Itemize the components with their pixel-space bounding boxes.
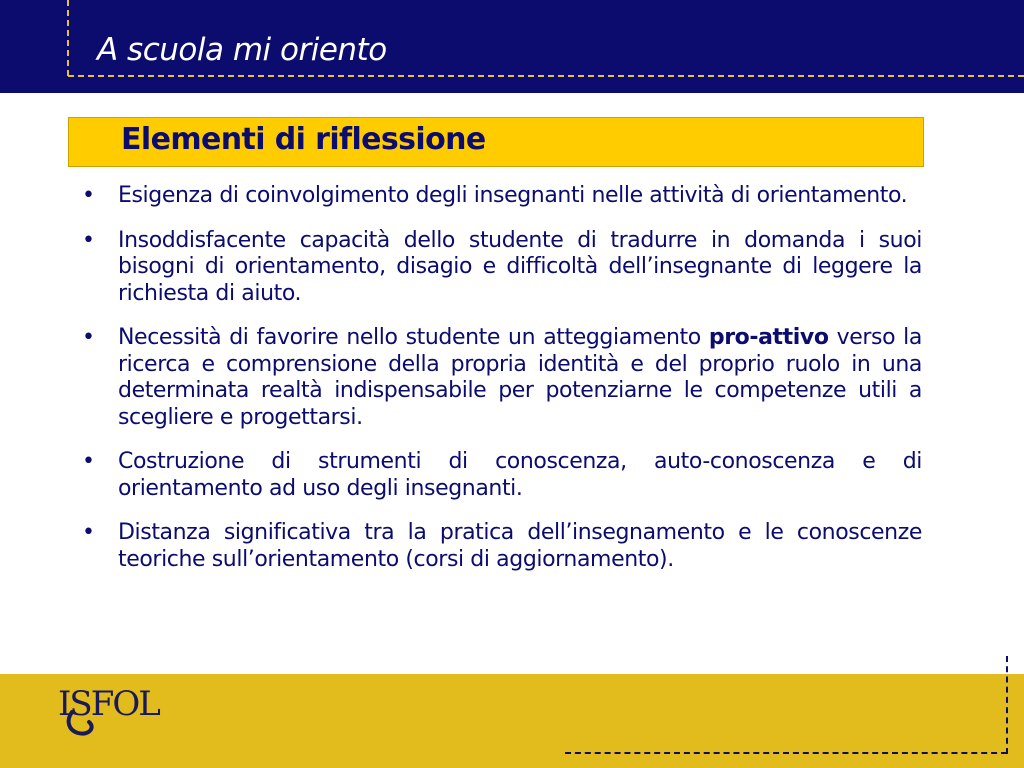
- bullet-text-lead: Necessità di favorire nello studente un atteggiamento: [118, 325, 709, 350]
- bullet-marker: •: [82, 227, 95, 253]
- footer-horizontal-dashed-line: [565, 752, 1007, 754]
- bullet-text: Distanza significativa tra la pratica dell’insegnamento e le conoscenze teoriche sull’orientamento (corsi di aggiornamento).: [118, 520, 922, 572]
- bullet-text: Esigenza di coinvolgimento degli insegnanti nelle attività di orientamento.: [118, 183, 908, 208]
- bullet-item: [80, 325, 922, 431]
- bullet-marker: •: [82, 325, 95, 350]
- bullet-emphasis: pro-attivo: [708, 325, 829, 350]
- header-band: [0, 0, 1024, 93]
- isfol-logo: [58, 684, 176, 734]
- bullet-item: [80, 183, 922, 210]
- bullet-text: Insoddisfacente capacità dello studente di tradurre in domanda i suoi bisogni di orientamento, disagio e difficoltà dell’insegnante di leggere la richiesta di aiuto.: [118, 227, 922, 306]
- bullet-item: [80, 520, 922, 573]
- section-title: Elementi di riflessione: [121, 122, 486, 157]
- bullet-marker: •: [82, 520, 95, 545]
- section-title-box: [68, 117, 924, 167]
- footer-vertical-dashed-line: [1006, 656, 1008, 754]
- bullet-text: Costruzione di strumenti di conoscenza, auto-conoscenza e di orientamento ad uso degli insegnanti.: [118, 449, 922, 501]
- bullet-text-tail: verso la ricerca e comprensione della propria identità e del proprio ruolo in una determinata realtà indispensabile per potenziarne le competenze utili a scegliere e progettarsi.: [118, 325, 922, 430]
- bullet-item: [80, 449, 922, 502]
- header-horizontal-dashed-line: [68, 75, 1024, 77]
- bullet-marker: •: [82, 449, 95, 474]
- bullet-item: [80, 228, 922, 308]
- bullet-marker: •: [82, 183, 95, 208]
- isfol-logo-text: ISFOL: [58, 684, 159, 724]
- slide-header-title: A scuola mi oriento: [97, 32, 387, 68]
- header-vertical-dashed-line: [67, 0, 69, 76]
- bullet-list: [80, 183, 922, 591]
